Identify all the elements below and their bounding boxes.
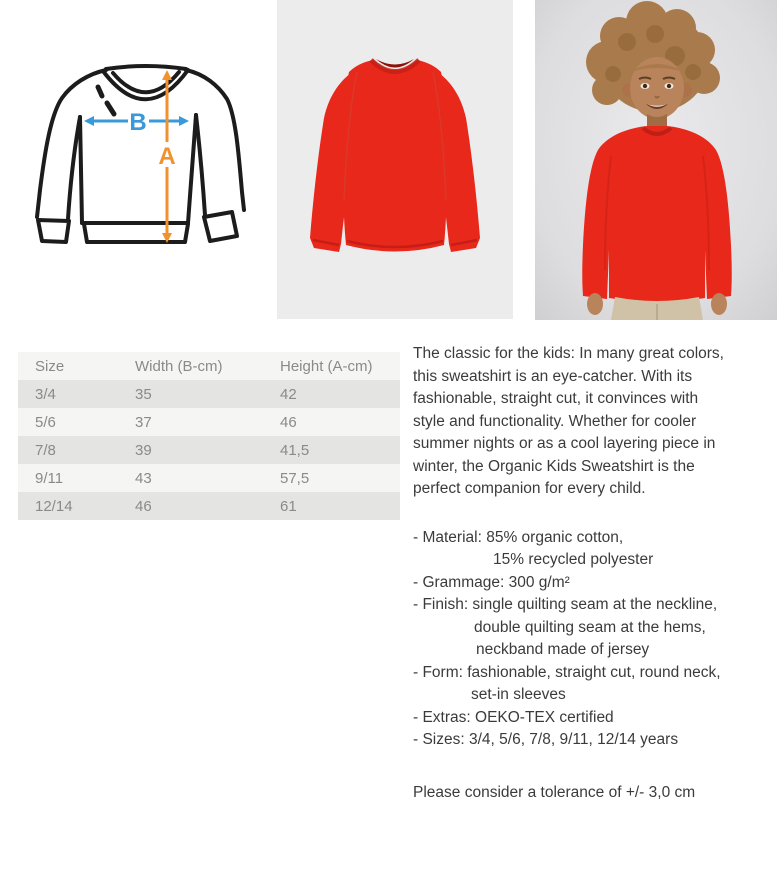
red-sweatshirt-photo [277, 0, 513, 319]
text-line: this sweatshirt is an eye-catcher. With its [413, 367, 693, 385]
size-table-header-row [18, 352, 400, 380]
model-photo-panel [535, 0, 777, 320]
height-cell: 46 [263, 408, 400, 436]
size-cell: 5/6 [18, 408, 118, 436]
size-cell: 12/14 [18, 492, 118, 520]
product-description [413, 343, 773, 804]
text-line: set-in sleeves [471, 686, 566, 703]
width-arrow-icon [84, 109, 189, 136]
text-line: - Form: fashionable, straight cut, round neck, [413, 663, 721, 681]
size-table-row [18, 464, 400, 492]
sweatshirt-outline-icon [37, 66, 244, 242]
col-header-width: Width (B-cm) [118, 352, 263, 380]
product-photo-panel [277, 0, 513, 319]
text-line: The classic for the kids: In many great colors, [413, 345, 724, 362]
width-cell: 35 [118, 380, 263, 408]
height-arrow-label: A [158, 143, 176, 170]
text-line: winter, the Organic Kids Sweatshirt is the [413, 457, 695, 475]
size-cell: 9/11 [18, 464, 118, 492]
text-line: summer nights or as a cool layering piece in [413, 435, 716, 452]
size-table-row [18, 492, 400, 520]
col-header-height: Height (A-cm) [263, 352, 400, 380]
sweatshirt-measure-diagram [18, 40, 258, 275]
model-sweatshirt [582, 126, 732, 302]
text-line: 15% recycled polyester [493, 551, 654, 568]
text-line: - Extras: OEKO-TEX certified [413, 708, 614, 726]
text-line: perfect companion for every child. [413, 480, 646, 497]
text-line: - Sizes: 3/4, 5/6, 7/8, 9/11, 12/14 years [413, 731, 679, 748]
tolerance-note: Please consider a tolerance of +/- 3,0 cm [413, 783, 696, 801]
text-line: - Finish: single quilting seam at the neckline, [413, 596, 718, 613]
width-arrow-label: B [129, 109, 147, 136]
text-line: fashionable, straight cut, it convinces with [413, 390, 699, 407]
size-table-row [18, 436, 400, 464]
size-table-row [18, 380, 400, 408]
text-line: neckband made of jersey [476, 641, 650, 658]
description-paragraph [413, 343, 773, 501]
child-figure [582, 1, 732, 320]
child-model-photo [535, 0, 777, 320]
size-table-row [18, 408, 400, 436]
height-cell: 61 [263, 492, 400, 520]
text-line: - Material: 85% organic cotton, [413, 528, 624, 546]
text-line: double quilting seam at the hems, [474, 618, 706, 636]
width-cell: 37 [118, 408, 263, 436]
spec-list [413, 527, 773, 752]
size-cell: 7/8 [18, 436, 118, 464]
height-cell: 57,5 [263, 464, 400, 492]
size-cell: 3/4 [18, 380, 118, 408]
size-table-body [18, 380, 400, 520]
size-diagram-panel [18, 40, 258, 275]
size-table [18, 352, 400, 520]
width-cell: 43 [118, 464, 263, 492]
width-cell: 46 [118, 492, 263, 520]
col-header-size: Size [18, 352, 118, 380]
size-table-section [18, 352, 400, 520]
text-line: style and functionality. Whether for cooler [413, 412, 697, 430]
width-cell: 39 [118, 436, 263, 464]
text-line: - Grammage: 300 g/m² [413, 573, 570, 591]
height-cell: 42 [263, 380, 400, 408]
height-cell: 41,5 [263, 436, 400, 464]
